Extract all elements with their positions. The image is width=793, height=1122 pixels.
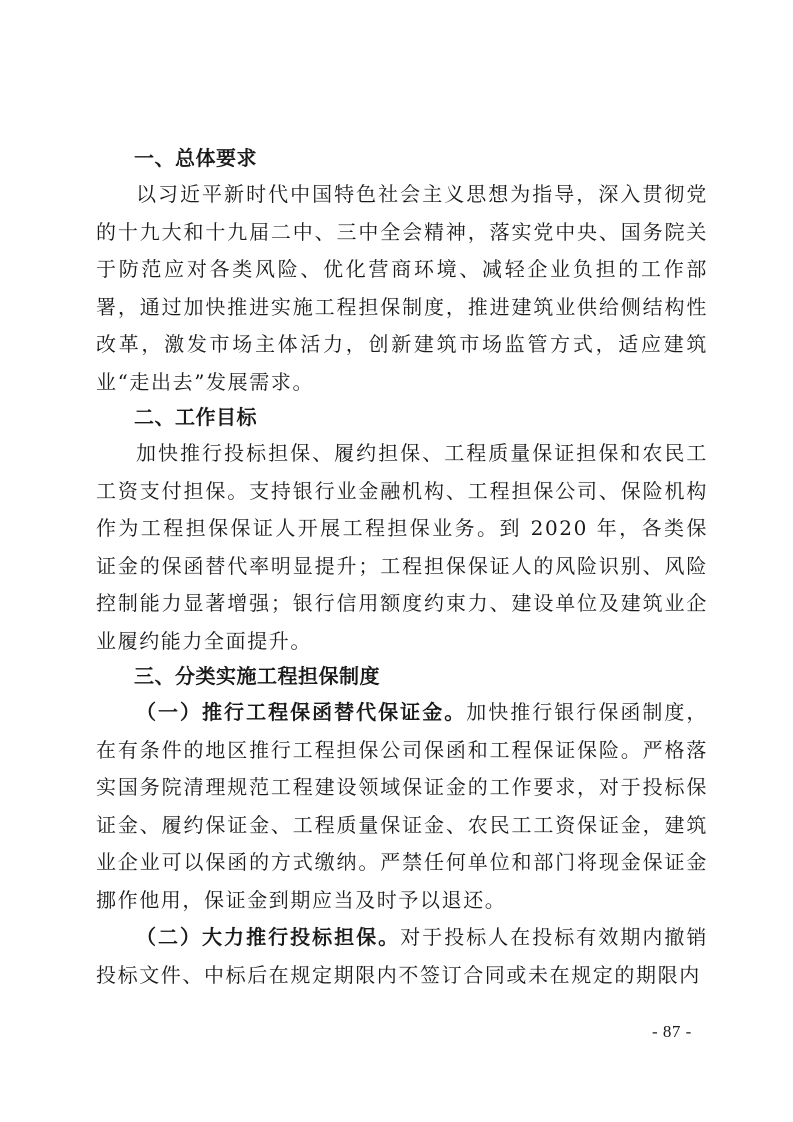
paragraph-item-2 <box>96 919 708 994</box>
item-1-lead: （一）推行工程保函替代保证金。 <box>136 700 467 724</box>
item-2-text: 对于投标人在投标有效期内撤销投标文件、中标后在规定期限内不签订合同或未在规定的期限内 <box>96 925 708 987</box>
item-2-lead: （二）大力推行投标担保。 <box>136 925 401 949</box>
paragraph-general-requirements: 以习近平新时代中国特色社会主义思想为指导，深入贯彻党的十九大和十九届二中、三中全会精神，落实党中央、国务院关于防范应对各类风险、优化营商环境、减轻企业负担的工作部署，通过加快推进实施工程担保制度，推进建筑业供给侧结构性改革，激发市场主体活力，创新建筑市场监管方式，适应建筑业“走出去”发展需求。 <box>96 182 708 394</box>
section-heading-general-requirements: 一、总体要求 <box>134 146 257 170</box>
document-body <box>96 142 708 994</box>
item-1-text: 加快推行银行保函制度，在有条件的地区推行工程担保公司保函和工程保证保险。严格落实国务院清理规范工程建设领域保证金的工作要求，对于投标保证金、履约保证金、工程质量保证金、农民工工资保证金，建筑业企业可以保函的方式缴纳。严禁任何单位和部门将现金保证金挪作他用，保证金到期应当及时予以退还。 <box>96 700 708 912</box>
paragraph-work-goals: 加快推行投标担保、履约担保、工程质量保证担保和农民工工资支付担保。支持银行业金融机构、工程担保公司、保险机构作为工程担保保证人开展工程担保业务。到 2020 年，各类保证金的保函替代率明显提升；工程担保保证人的风险识别、风险控制能力显著增强；银行信用额度约束力、建设单位及建筑业企业履约能力全面提升。 <box>96 441 708 653</box>
paragraph-item-1 <box>96 694 708 919</box>
section-heading-work-goals: 二、工作目标 <box>134 405 257 429</box>
section-heading-guarantee-system: 三、分类实施工程担保制度 <box>134 664 380 688</box>
page-number: - 87 - <box>652 1022 692 1041</box>
